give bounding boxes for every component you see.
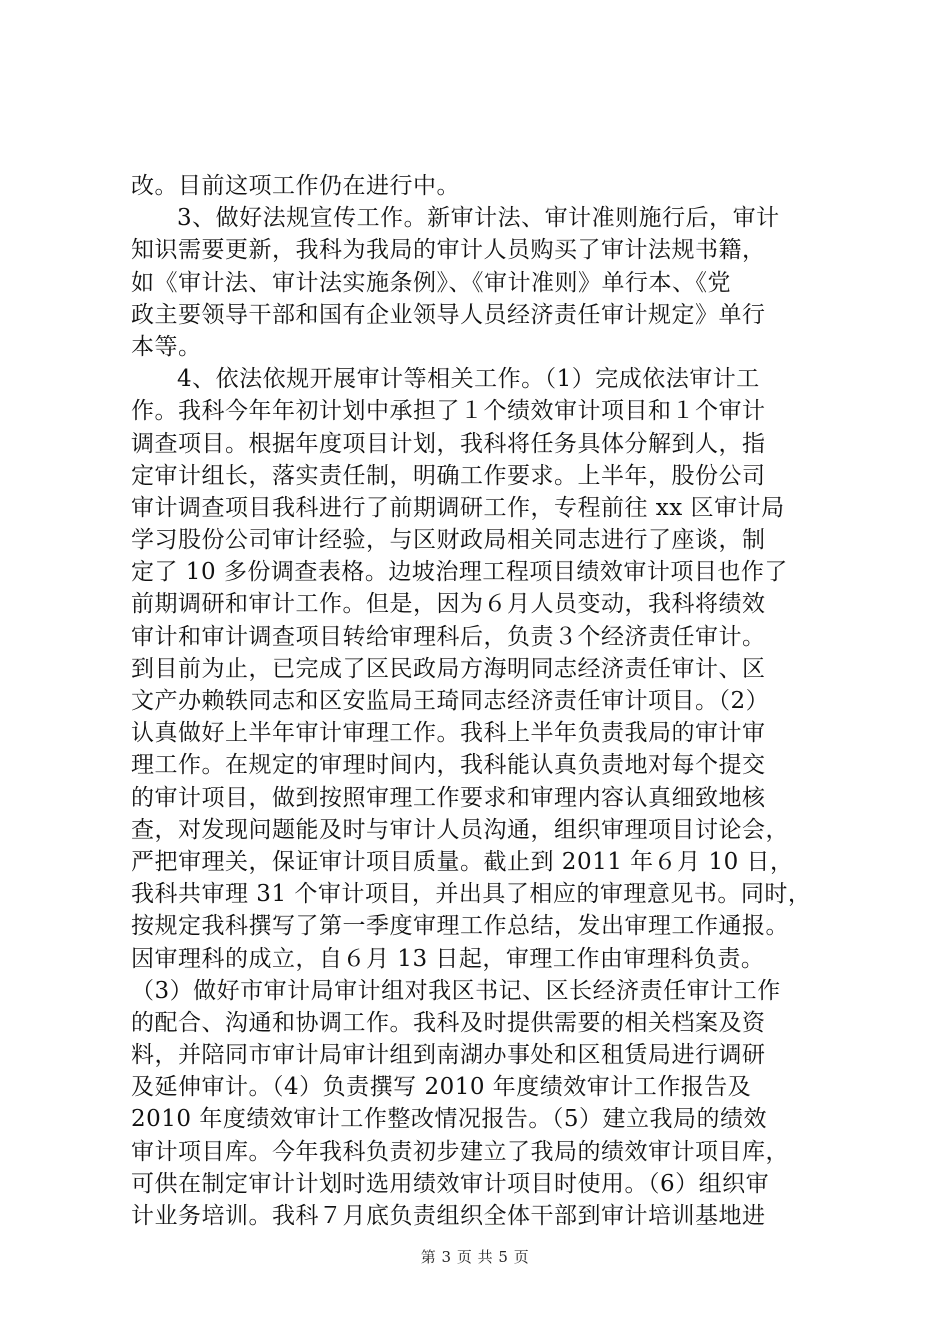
text-line: （3）做好市审计局审计组对我区书记、区长经济责任审计工作: [131, 977, 781, 1004]
page-footer: 第 3 页 共 5 页: [420, 1248, 530, 1266]
text-line: 的审计项目，做到按照审理工作要求和审理内容认真细致地核: [131, 784, 766, 811]
text-line: 认真做好上半年审计审理工作。我科上半年负责我局的审计审: [131, 720, 766, 747]
text-line: 严把审理关，保证审计项目质量。截止到 2011 年６月 10 日，: [131, 848, 794, 875]
document-body: [131, 170, 831, 1232]
text-line: 政主要领导干部和国有企业领导人员经济责任审计规定》单行: [131, 301, 766, 328]
text-line: 理工作。在规定的审理时间内，我科能认真负责地对每个提交: [131, 752, 766, 779]
text-line: 本等。: [131, 333, 202, 360]
text-line: 可供在制定审计计划时选用绩效审计项目时使用。（6）组织审: [131, 1170, 770, 1197]
text-line: 定了 10 多份调查表格。边坡治理工程项目绩效审计项目也作了: [131, 559, 788, 586]
text-line: 2010 年度绩效审计工作整改情况报告。（5）建立我局的绩效: [131, 1106, 767, 1133]
text-line: 改。目前这项工作仍在进行中。: [131, 173, 460, 199]
text-line: 知识需要更新，我科为我局的审计人员购买了审计法规书籍，: [131, 237, 766, 264]
text-line: 文产办赖轶同志和区安监局王琦同志经济责任审计项目。（2）: [131, 688, 770, 714]
text-line: 计业务培训。我科７月底负责组织全体干部到审计培训基地进: [131, 1203, 766, 1229]
text-line: 调查项目。根据年度项目计划，我科将任务具体分解到人，指: [131, 430, 766, 457]
text-line: 到目前为止，已完成了区民政局方海明同志经济责任审计、区: [131, 655, 766, 682]
text-line: 按规定我科撰写了第一季度审理工作总结，发出审理工作通报。: [131, 913, 789, 940]
text-line: 的配合、沟通和协调工作。我科及时提供需要的相关档案及资: [131, 1009, 766, 1036]
text-line: 查，对发现问题能及时与审计人员沟通，组织审理项目讨论会，: [131, 816, 789, 843]
text-line: 定审计组长，落实责任制，明确工作要求。上半年，股份公司: [131, 462, 766, 489]
text-line: 审计项目库。今年我科负责初步建立了我局的绩效审计项目库，: [131, 1138, 789, 1165]
text-line: 3、做好法规宣传工作。新审计法、审计准则施行后，审计: [177, 205, 780, 232]
text-line: 审计调查项目我科进行了前期调研工作，专程前往 xx 区审计局: [131, 494, 785, 521]
text-line: 学习股份公司审计经验，与区财政局相关同志进行了座谈，制: [131, 527, 766, 554]
text-line: 因审理科的成立，自６月 13 日起，审理工作由审理科负责。: [131, 945, 765, 972]
text-line: 如《审计法、审计法实施条例》、《审计准则》单行本、《党: [131, 269, 731, 296]
text-line: 审计和审计调查项目转给审理科后，负责３个经济责任审计。: [131, 623, 766, 650]
text-line: 作。我科今年年初计划中承担了１个绩效审计项目和１个审计: [131, 398, 766, 425]
text-line: 料，并陪同市审计局审计组到南湖办事处和区租赁局进行调研: [131, 1042, 766, 1069]
text-line: 我科共审理 31 个审计项目，并出具了相应的审理意见书。同时，: [131, 881, 812, 908]
text-line: 前期调研和审计工作。但是，因为６月人员变动，我科将绩效: [131, 591, 766, 618]
text-line: 4、依法依规开展审计等相关工作。（1）完成依法审计工: [177, 366, 760, 393]
text-line: 及延伸审计。（4）负责撰写 2010 年度绩效审计工作报告及: [131, 1074, 752, 1101]
